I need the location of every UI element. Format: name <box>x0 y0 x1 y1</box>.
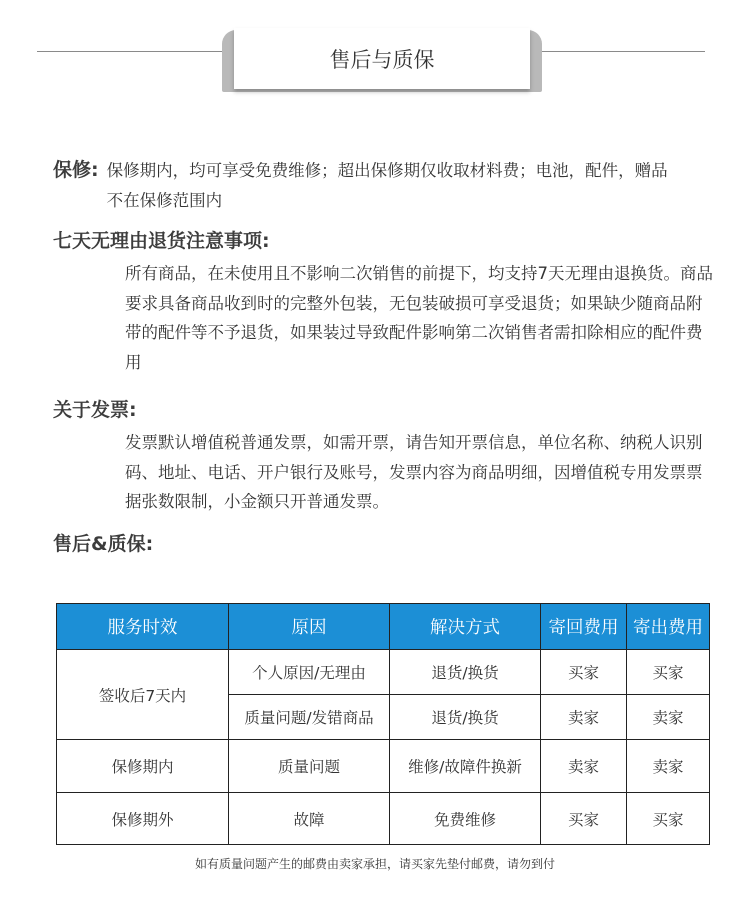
table-row <box>57 740 710 793</box>
header-cell: 解决方式 <box>390 604 541 650</box>
send-fee-cell: 买家 <box>627 793 710 845</box>
warranty-section <box>53 156 718 215</box>
solution-cell: 退货/换货 <box>390 695 541 740</box>
return-fee-cell: 买家 <box>541 793 627 845</box>
header-cell: 寄回费用 <box>541 604 627 650</box>
header-divider-left <box>37 51 235 52</box>
period-cell: 保修期外 <box>57 793 229 845</box>
warranty-title: 保修: <box>53 159 99 181</box>
service-table <box>56 603 710 845</box>
reason-cell: 质量问题/发错商品 <box>229 695 390 740</box>
solution-cell: 退货/换货 <box>390 650 541 695</box>
policy-content <box>53 156 718 556</box>
shipping-footnote: 如有质量问题产生的邮费由卖家承担，请买家先垫付邮费，请勿到付 <box>194 857 555 871</box>
return-policy-text: 所有商品，在未使用且不影响二次销售的前提下，均支持7天无理由退换货。商品要求具备商品收到时的完整外包装，无包装破损可享受退货；如果缺少随商品附带的配件等不予退货，如果装过导致配件影响第二次销售者需扣除相应的配件费用 <box>125 264 713 372</box>
header-cell: 寄出费用 <box>627 604 710 650</box>
warranty-text: 保修期内，均可享受免费维修；超出保修期仅收取材料费；电池，配件，赠品不在保修范围内 <box>106 161 668 210</box>
send-fee-cell: 卖家 <box>627 740 710 793</box>
solution-cell: 免费维修 <box>390 793 541 845</box>
return-fee-cell: 买家 <box>541 650 627 695</box>
reason-cell: 质量问题 <box>229 740 390 793</box>
invoice-text: 发票默认增值税普通发票，如需开票，请告知开票信息，单位名称、纳税人识别码、地址、电话、开户银行及账号，发票内容为商品明细，因增值税专用发票票据张数限制，小金额只开普通发票。 <box>125 433 703 511</box>
send-fee-cell: 买家 <box>627 650 710 695</box>
header-divider-right <box>530 51 705 52</box>
table-row <box>57 650 710 695</box>
after-sales-title: 售后&质保: <box>53 532 154 555</box>
table-row <box>57 793 710 845</box>
return-fee-cell: 卖家 <box>541 695 627 740</box>
solution-cell: 维修/故障件换新 <box>390 740 541 793</box>
reason-cell: 个人原因/无理由 <box>229 650 390 695</box>
page-title: 售后与质保 <box>234 28 530 89</box>
return-fee-cell: 卖家 <box>541 740 627 793</box>
header-cell: 服务时效 <box>57 604 229 650</box>
reason-cell: 故障 <box>229 793 390 845</box>
header-cell: 原因 <box>229 604 390 650</box>
return-policy-title: 七天无理由退货注意事项: <box>53 230 270 252</box>
invoice-title: 关于发票: <box>53 399 137 421</box>
period-cell: 签收后7天内 <box>57 650 229 740</box>
table-header-row <box>57 604 710 650</box>
send-fee-cell: 卖家 <box>627 695 710 740</box>
period-cell: 保修期内 <box>57 740 229 793</box>
